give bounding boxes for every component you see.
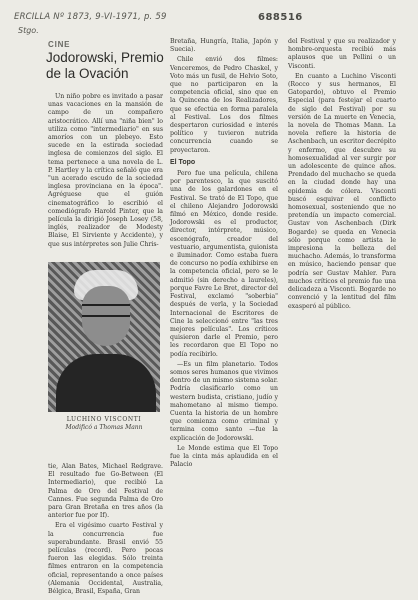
caption-name: LUCHINO VISCONTI <box>66 416 142 423</box>
paragraph: Chile envió dos filmes: Venceremos, de Pedro Chaskel, y Voto más un fusil, de Helvio Soto, que no participaron en la competencia oficial, sino que en la Quincena de los Realizadores, que se efectúa en forma paralela al Festival. Los dos filmes despertaron curiosidad e interés político y tuvieron nutrida concurrencia cuando se proyectaron. <box>170 56 278 154</box>
paragraph: En cuanto a Luchino Visconti (Rocco y sus hermanos, El Gatopardo), obtuvo el Premio Especial (para festejar el cuarto de siglo del Festival) por su versión de La muerte en Venecia, la novela de Thomas Mann. La novela refiere la historia de Aschenbach, un escritor decrépito y enfermo, que descubre su homosexualidad al ver surgir por un adolescente de quince años. Prendado del muchacho se queda en la ciudad donde hay una epidemia de cólera. Visconti buscó esquivar el conflicto homosexual, sosteniendo que no pretendía un impacto comercial. Gustav von Aschenbach (Dirk Bogarde) se queda en Venecia sólo porque como artista le impresiona la belleza del muchacho. Además, lo transforma en músico, haciendo pensar que podría ser Gustav Mahler. Para muchos críticos el premio fue una delicadeza a Visconti. Bogarde no convenció y la lentitud del film exasperó al público. <box>288 72 396 310</box>
photo-coat <box>56 354 156 412</box>
paragraph: Pero fue una película, chilena por parentesco, la que suscitó una de los galardones en el Festival. Se trató de El Topo, que el chileno Alejandro Jodorowski filmó en México, donde reside. Jodorowski es el productor, director, intérprete, músico, escenógrafo, creador del vestuario, argumentista, guionista e iluminador. Como estaba fuera de concurso no podía exhibirse en la competencia oficial, pero se le admitió (sin derecho a laureles), porque Favre Le Bret, director del Festival, exclamó "soberbia" después de verla, y la Sociedad Internacional de Escritores de Cine la seleccionó entre "las tres mejores películas". Los críticos quisieron darle el Premio, pero les recordaron que El Topo no podía recibirlo. <box>170 170 278 358</box>
caption-text: Modificó a Thomas Mann <box>65 423 143 431</box>
paragraph: Un niño pobre es invitado a pasar unas vacaciones en la mansión de campo de un compañero aristocrático. Allí una "niña bien" lo utiliza como "intermediario" en sus amoríos con un plebeyo. Esto sucede en la estirada sociedad inglesa de comienzos del siglo. El tema pertenece a una novela de L. P. Hartley y la crítica señaló que era "un acerado escudo de la sociedad inglesa provinciana en la época". Agréguese que el guión cinematográfico lo escribió el comediógrafo Harold Pinter, que la película la dirigió Joseph Losey (58, inglés, realizador de Modesty Blaise, El Sirviente y Accidente), y que sus intérpretes son Julie Chris- <box>48 93 163 248</box>
handwritten-source: ERCILLA Nº 1873, 9-VI-1971, p. 59 <box>14 12 167 22</box>
subheading-el-topo: El Topo <box>170 158 196 166</box>
catalog-number: 688516 <box>258 12 303 23</box>
paragraph: Bretaña, Hungría, Italia, Japón y Suecia). <box>170 38 278 54</box>
photo-visconti <box>48 262 160 412</box>
paragraph: Le Monde estima que El Topo fue la cinta más aplaudida en el Palacio <box>170 444 278 469</box>
column-3 <box>288 38 396 313</box>
headline: Jodorowski, Premio de la Ovación <box>46 50 164 81</box>
paragraph: Era el vigésimo cuarto Festival y la concurrencia fue superabundante. Brasil envió 55 películas (record). Pero pocas fueron las elegidas. Sólo treinta filmes entraron en la competencia oficial, representando a once países (Alemania Occidental, Australia, Bélgica, Brasil, España, Gran <box>48 522 163 596</box>
photo-caption <box>48 416 160 431</box>
column-2 <box>170 38 278 471</box>
paragraph: tie, Alan Bates, Michael Redgrave. El resultado fue Go-Between (El Intermediario), que recibió La Palma de Oro del Festival de Cannes. Fue segunda Palma de Oro para Gran Bretaña en tres años (la anterior fue por If). <box>48 463 163 520</box>
photo-glasses <box>82 304 130 317</box>
section-label: CINE <box>48 40 71 49</box>
column-1-top <box>48 93 163 251</box>
handwritten-city: Stgo. <box>18 26 39 35</box>
paragraph: —Es un film planetario. Todos somos seres humanos que vivimos dentro de un mismo sistema solar. Podría clasificarlo como un western budista, cristiano, judío y mahometano al mismo tiempo. Cuenta la historia de un hombre que comienza como criminal y termina como santo —fue la explicación de Jodorowski. <box>170 360 278 442</box>
column-1-bottom <box>48 463 163 598</box>
paragraph: del Festival y que su realizador y hombre-orquesta recibió más aplausos que un Pellini o un Visconti. <box>288 38 396 70</box>
